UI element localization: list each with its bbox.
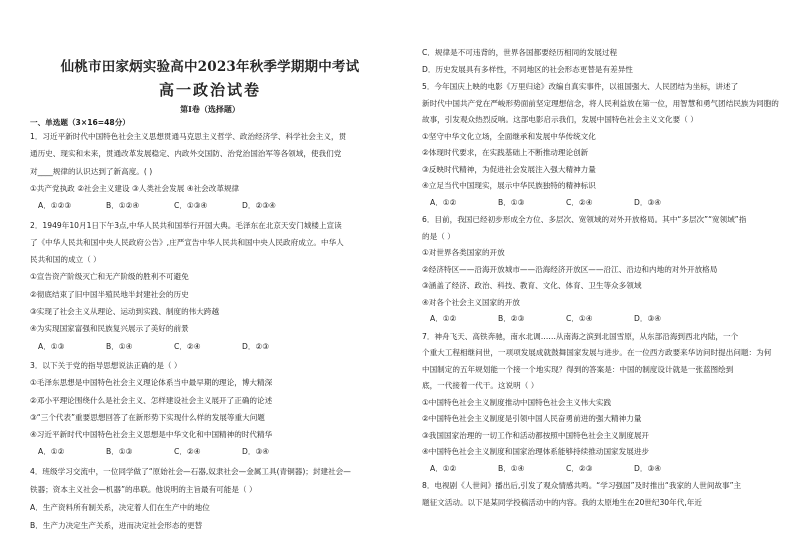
answer-option: D．②③④ bbox=[242, 201, 276, 211]
answer-options bbox=[430, 198, 702, 208]
answer-options bbox=[430, 464, 702, 474]
question-line: 7．神舟飞天、高铁奔驰，南水北调……从南海之滨到北国雪原，从东部沿海到西北内陆，一个 bbox=[422, 331, 739, 341]
question-line: 了《中华人民共和国中央人民政府公告》,庄严宣告中华人民共和国中央人民政府成立。中华人 bbox=[30, 237, 344, 247]
question-line: ②彻底结束了旧中国半殖民地半封建社会的历史 bbox=[30, 289, 189, 299]
answer-option: D．②③ bbox=[242, 341, 270, 351]
question-line: ①中国特色社会主义制度推动中国特色社会主义伟大实践 bbox=[422, 397, 612, 407]
volume-label: 第Ⅰ卷（选择题） bbox=[180, 104, 240, 114]
question-line: ②经济特区——沿海开放城市——沿海经济开放区——沿江、沿边和内地的对外开放格局 bbox=[422, 264, 718, 274]
question-line: 2．1949年10月1日下午3点,中华人民共和国举行开国大典。毛泽东在北京天安门城楼上宣读 bbox=[30, 220, 342, 230]
answer-options bbox=[430, 314, 702, 324]
question-line: 3．以下关于党的指导思想说法正确的是（ ） bbox=[30, 360, 182, 370]
question-line: ②中国特色社会主义制度是引领中国人民奋勇前进的强大精神力量 bbox=[422, 414, 642, 423]
question-line: ②邓小平理论围绕什么是社会主义、怎样建设社会主义展开了正确的论述 bbox=[30, 395, 273, 405]
answer-option: A．①② bbox=[430, 197, 457, 207]
answer-option: D．③④ bbox=[634, 197, 662, 207]
question-line: ①对世界各类国家的开放 bbox=[422, 248, 505, 257]
question-line: 故事，引发观众热烈反响。这部电影启示我们，发展中国特色社会主义文化要（ ） bbox=[422, 115, 698, 124]
question-line: 5．今年国庆上映的电影《万里归途》改编自真实事件，以祖国强大、人民团结为坐标，讲述了 bbox=[422, 82, 739, 91]
question-line: 1．习近平新时代中国特色社会主义思想贯通马克思主义哲学、政治经济学、科学社会主义，贯 bbox=[30, 132, 347, 141]
answer-option: D．③④ bbox=[242, 447, 270, 457]
question-line: ①毛泽东思想是中国特色社会主义理论体系当中最早期的理论，博大精深 bbox=[30, 378, 273, 388]
answer-option: D．③④ bbox=[634, 463, 662, 473]
answer-option: B．①③ bbox=[498, 197, 525, 207]
question-line: ④习近平新时代中国特色社会主义思想是中华文化和中国精神的时代精华 bbox=[30, 430, 273, 440]
question-line: ③实现了社会主义从理论、运动到实践、制度的伟大跨越 bbox=[30, 307, 220, 316]
question-line: ④为实现国家富强和民族复兴展示了美好的前景 bbox=[30, 324, 189, 334]
question-line: 8．电视剧《人世间》播出后,引发了观众情感共鸣。“学习强国”及时推出“我家的人世间故事”主 bbox=[422, 481, 742, 490]
answer-option: B．②③ bbox=[498, 314, 525, 323]
question-line: ③我国国家治理的一切工作和活动都按照中国特色社会主义制度展开 bbox=[422, 430, 650, 440]
answer-option: A．①③ bbox=[38, 341, 65, 351]
answer-options bbox=[38, 342, 310, 352]
answer-option: B．①②④ bbox=[106, 201, 140, 211]
question-line: 民共和国的成立（ ） bbox=[30, 255, 101, 265]
question-line: 中国制定的五年规划能一个接一个地实现？得到的答案是：中国的制度设计就是一张蓝图绘到 bbox=[422, 364, 734, 374]
question-line: C．规律是不可违背的，世界各国都要经历相同的发展过程 bbox=[422, 48, 618, 57]
answer-option: C．①③④ bbox=[174, 201, 208, 211]
answer-option: A．①② bbox=[430, 463, 457, 473]
answer-option: C．②④ bbox=[566, 197, 593, 207]
answer-options bbox=[38, 201, 310, 211]
answer-option: A．①②③ bbox=[38, 201, 72, 211]
question-line: 底，一代接着一代干。这说明（ ） bbox=[422, 381, 539, 390]
question-line: B．生产力决定生产关系，进而决定社会形态的更替 bbox=[30, 520, 203, 530]
question-line: ②体现时代要求，在实践基础上不断推动理论创新 bbox=[422, 148, 589, 157]
question-line: ①坚守中华文化立场，全面继承和发展中华传统文化 bbox=[422, 131, 596, 141]
question-line: ③涵盖了经济、政治、科技、教育、文化、体育、卫生等众多领域 bbox=[422, 281, 642, 290]
question-line: 对____规律的认识达到了新高度。( ) bbox=[30, 166, 153, 176]
paper-title: 高一政治试卷 bbox=[158, 81, 261, 99]
school-title: 仙桃市田家炳实验高中2023年秋季学期期中考试 bbox=[60, 59, 360, 75]
answer-option: D．③④ bbox=[634, 314, 662, 323]
question-line: ③反映时代精神，为促进社会发展注入强大精神力量 bbox=[422, 164, 596, 174]
question-line: 铁器；资本主义社会—机器”的串联。他说明的主旨最有可能是（ ） bbox=[30, 484, 257, 494]
question-line: 题征文活动。以下是某同学投稿活动中的内容。我的太原地生在20世纪30年代,年近 bbox=[422, 497, 702, 507]
question-line: ①宣告资产阶级灭亡和无产阶级的胜利不可避免 bbox=[30, 272, 189, 282]
answer-option: A．①② bbox=[430, 314, 457, 323]
answer-option: C．②④ bbox=[174, 447, 201, 457]
question-line: 6．目前，我国已经初步形成全方位、多层次、宽领域的对外开放格局。其中“多层次”“宽领域”指 bbox=[422, 215, 747, 224]
question-line: ④立足当代中国现实，展示中华民族独特的精神标识 bbox=[422, 181, 596, 190]
question-line: 一、单选题（3×16=48分） bbox=[30, 118, 130, 127]
answer-option: B．①④ bbox=[498, 463, 525, 473]
answer-option: C．②③ bbox=[566, 463, 593, 473]
question-line: D．历史发展具有多样性，不同地区的社会形态更替是有差异性 bbox=[422, 64, 633, 74]
answer-option: C．①④ bbox=[566, 314, 593, 323]
answer-options bbox=[38, 447, 310, 457]
question-line: ①共产党执政 ②社会主义建设 ③人类社会发展 ④社会改革规律 bbox=[30, 183, 240, 193]
question-line: ④对各个社会主义国家的开放 bbox=[422, 297, 520, 307]
question-line: 通历史、现实和未来，贯通改革发展稳定、内政外交国防、治党治国治军等各领域，使我们党 bbox=[30, 149, 342, 159]
question-line: 个重大工程相继问世，一项项发展成就鼓舞国家发展与进步。在一位西方政要来华访问时提出问题：为何 bbox=[422, 348, 772, 357]
question-line: 新时代中国共产党在严峻形势面前坚定理想信念，将人民利益放在第一位，用智慧和勇气团结民族为同胞的 bbox=[422, 98, 779, 108]
answer-option: B．①③ bbox=[106, 447, 133, 457]
question-line: ③“三个代表”重要思想回答了在新形势下实现什么样的发展等重大问题 bbox=[30, 412, 265, 422]
answer-option: B．①④ bbox=[106, 341, 133, 351]
answer-option: A．①② bbox=[38, 447, 65, 457]
answer-option: C．②④ bbox=[174, 341, 201, 351]
question-line: A．生产资料所有制关系，决定着人们在生产中的地位 bbox=[30, 502, 210, 512]
question-line: ④中国特色社会主义制度和国家治理体系能够持续推动国家发展进步 bbox=[422, 447, 650, 456]
question-line: 的是（ ） bbox=[422, 231, 455, 241]
question-line: 4．班级学习交流中，一位同学做了“原始社会—石器,奴隶社会—金属工具(青铜器)；封建社会— bbox=[30, 466, 351, 476]
